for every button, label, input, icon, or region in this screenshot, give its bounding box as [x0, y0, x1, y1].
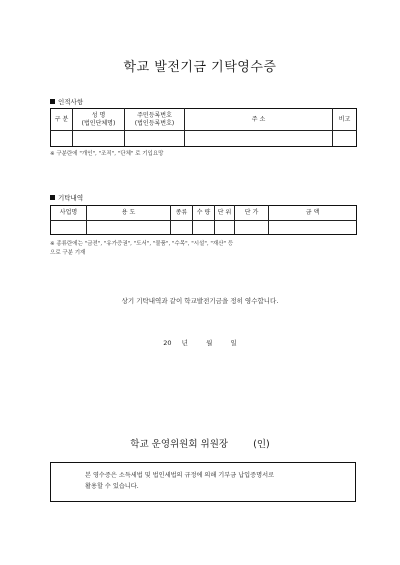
name-field[interactable]	[73, 131, 125, 147]
header-unit: 단 위	[215, 206, 235, 221]
seal-mark: (인)	[253, 439, 270, 450]
signature-line	[0, 436, 400, 450]
header-name	[73, 109, 125, 131]
donation-entry-row	[51, 221, 357, 235]
date-month-label: 월	[206, 339, 213, 347]
header-name-top: 성 명	[91, 112, 106, 119]
donor-section-title: 인적사항	[58, 98, 84, 106]
square-bullet-icon	[50, 99, 55, 104]
donation-footnote-line2: 으로 구분 기재	[50, 249, 86, 256]
header-name-bottom: (법인단체명)	[81, 119, 116, 127]
header-address: 주 소	[185, 109, 333, 131]
header-unit-price: 단 가	[235, 206, 269, 221]
header-amount: 금 액	[269, 206, 357, 221]
header-type: 구 분	[51, 109, 73, 131]
kind-field[interactable]	[171, 221, 193, 235]
header-kind: 종류	[171, 206, 193, 221]
quantity-field[interactable]	[193, 221, 215, 235]
signature-label: 학교 운영위원회 위원장	[130, 439, 229, 450]
donor-header-row	[51, 109, 357, 131]
header-quantity: 수 량	[193, 206, 215, 221]
donation-section-title: 기탁내역	[58, 194, 84, 202]
certificate-note-line2: 활용할 수 있습니다.	[85, 482, 139, 490]
header-id-top: 주민등록번호	[137, 112, 172, 119]
header-purpose: 사업명	[51, 206, 87, 221]
square-bullet-icon	[50, 195, 55, 200]
header-use: 용 도	[87, 206, 171, 221]
donation-footnote	[50, 240, 358, 258]
date-year-prefix: 20	[163, 339, 172, 347]
donor-footnote: ※ 구분란에 "개인", "조직", "단체" 로 기입요망	[50, 151, 164, 157]
donation-section-heading	[50, 193, 83, 202]
amount-field[interactable]	[269, 221, 357, 235]
donor-entry-row	[51, 131, 357, 147]
page-title: 학교 발전기금 기탁영수증	[123, 60, 277, 75]
note-field[interactable]	[333, 131, 357, 147]
donation-table	[50, 205, 357, 235]
header-id-bottom: (법인등록번호)	[134, 119, 175, 127]
certificate-note-box	[50, 462, 356, 502]
id-number-field[interactable]	[125, 131, 185, 147]
date-day-label: 일	[230, 339, 237, 347]
type-field[interactable]	[51, 131, 73, 147]
purpose-field[interactable]	[51, 221, 87, 235]
date-line	[0, 338, 400, 347]
donation-footnote-line1: ※ 종류란에는 "금전", "유가증권", "도서", "물품", "수목", "시설", "재산" 등	[50, 241, 234, 247]
certificate-note-line1: 본 영수증은 소득세법 및 법인세법의 규정에 의해 기부금 납입증명서로	[85, 472, 275, 479]
address-field[interactable]	[185, 131, 333, 147]
use-field[interactable]	[87, 221, 171, 235]
unit-price-field[interactable]	[235, 221, 269, 235]
donor-table	[50, 108, 357, 147]
header-id	[125, 109, 185, 131]
header-note: 비고	[333, 109, 357, 131]
date-year-label: 년	[181, 339, 188, 347]
receipt-statement: 상기 기탁내역과 같이 학교발전기금을 정히 영수합니다.	[121, 297, 279, 305]
unit-field[interactable]	[215, 221, 235, 235]
donation-header-row	[51, 206, 357, 221]
donor-section-heading	[50, 97, 83, 106]
